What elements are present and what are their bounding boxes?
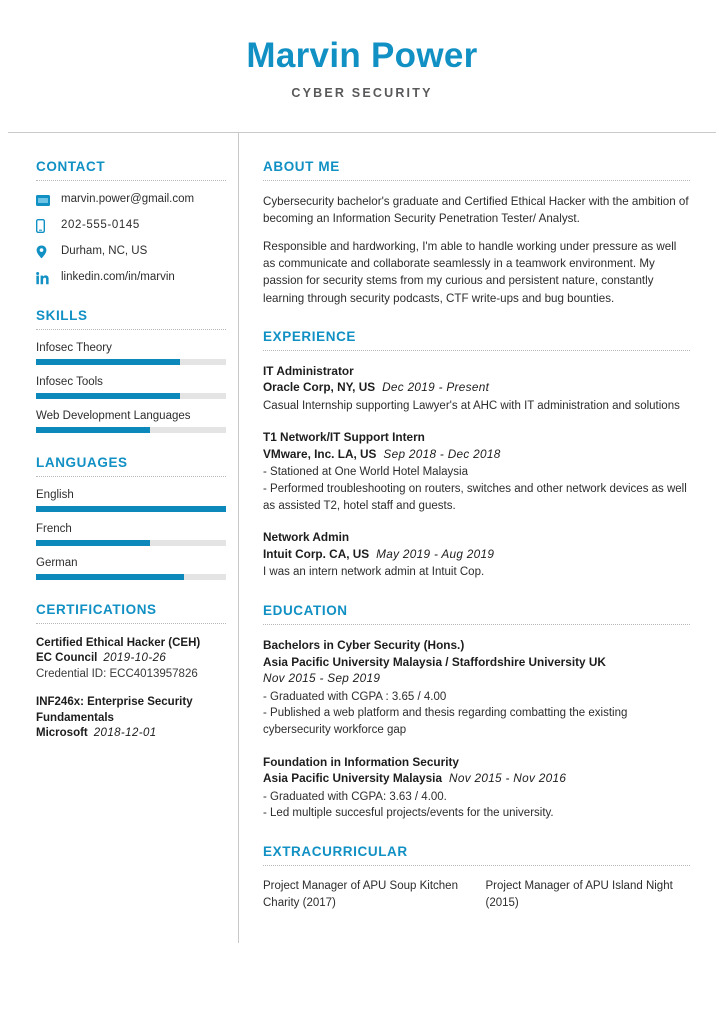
education-dates: Nov 2015 - Sep 2019 bbox=[263, 671, 381, 686]
skill-item bbox=[36, 410, 226, 433]
skill-item bbox=[36, 376, 226, 399]
section-title-languages: LANGUAGES bbox=[36, 454, 128, 470]
skill-bar-fill bbox=[36, 393, 180, 399]
extracurricular-grid bbox=[263, 878, 690, 911]
section-title-about-me: ABOUT ME bbox=[263, 158, 340, 174]
education-institution: Asia Pacific University Malaysia bbox=[263, 771, 443, 786]
certification-issuer: Microsoft bbox=[36, 727, 88, 740]
contact-phone-text: 202-555-0145 bbox=[61, 219, 140, 232]
contact-item-linkedin[interactable] bbox=[36, 271, 226, 286]
education-institution-line bbox=[263, 654, 690, 671]
education-dates-line bbox=[263, 670, 690, 687]
certification-name: INF246x: Enterprise Security Fundamentals bbox=[36, 696, 193, 724]
certification-name: Certified Ethical Hacker (CEH) bbox=[36, 636, 201, 649]
about-paragraph: Responsible and hardworking, I'm able to handle working under pressure as well as communicate and collaborate seamlessly in a teamwork environment. My passion for security stems from my curious and persistent nature, constantly learning through security podcasts, CTF write-ups and bug bounties. bbox=[263, 240, 677, 305]
certification-item bbox=[36, 636, 226, 683]
section-languages bbox=[36, 455, 226, 580]
certification-issuer-line bbox=[36, 726, 226, 742]
language-bar-fill bbox=[36, 574, 184, 580]
language-item bbox=[36, 557, 226, 580]
education-entry bbox=[263, 754, 690, 822]
language-bar-track bbox=[36, 574, 226, 580]
skill-bar-track bbox=[36, 393, 226, 399]
experience-description: I was an intern network admin at Intuit Cop. bbox=[263, 566, 485, 579]
education-description: - Graduated with CGPA : 3.65 / 4.00 - Published a web platform and thesis regarding combatting the existing cybersecurity workforce gap bbox=[263, 690, 628, 737]
envelope-icon bbox=[36, 193, 53, 208]
experience-description: Casual Internship supporting Lawyer's at AHC with IT administration and solutions bbox=[263, 399, 680, 412]
contact-email-text: marvin.power@gmail.com bbox=[61, 193, 195, 206]
contact-linkedin-text: linkedin.com/in/marvin bbox=[61, 271, 175, 284]
skill-label: Web Development Languages bbox=[36, 409, 191, 422]
experience-description: - Stationed at One World Hotel Malaysia - Performed troubleshooting on routers, switches and other network devices as well as assisted T2, hotel staff and guests. bbox=[263, 466, 687, 512]
experience-role: Network Admin bbox=[263, 530, 350, 545]
skill-label: Infosec Theory bbox=[36, 341, 112, 354]
experience-org-line bbox=[263, 446, 690, 463]
experience-entry bbox=[263, 363, 690, 415]
skill-item bbox=[36, 342, 226, 365]
contact-item-phone[interactable] bbox=[36, 219, 226, 234]
skill-bar-track bbox=[36, 427, 226, 433]
sidebar-column bbox=[8, 133, 238, 943]
language-bar-fill bbox=[36, 506, 226, 512]
section-rule bbox=[36, 476, 226, 477]
skill-bar-track bbox=[36, 359, 226, 365]
section-rule bbox=[263, 180, 690, 181]
section-certifications bbox=[36, 602, 226, 742]
language-label: German bbox=[36, 556, 78, 569]
section-rule bbox=[36, 623, 226, 624]
section-title-contact: CONTACT bbox=[36, 158, 106, 174]
experience-dates: May 2019 - Aug 2019 bbox=[376, 546, 495, 561]
education-entry bbox=[263, 637, 690, 739]
section-title-certifications: CERTIFICATIONS bbox=[36, 601, 157, 617]
experience-org-line bbox=[263, 379, 690, 396]
resume-header bbox=[0, 0, 724, 118]
skill-bar-fill bbox=[36, 427, 150, 433]
experience-role: IT Administrator bbox=[263, 363, 354, 378]
contact-location-text: Durham, NC, US bbox=[61, 245, 148, 258]
experience-dates: Dec 2019 - Present bbox=[382, 380, 490, 395]
certification-issuer: EC Council bbox=[36, 652, 98, 665]
section-about-me bbox=[263, 159, 690, 307]
section-education bbox=[263, 603, 690, 822]
skill-label: Infosec Tools bbox=[36, 375, 103, 388]
education-description: - Graduated with CGPA: 3.63 / 4.00. - Led multiple succesful projects/events for the university. bbox=[263, 790, 554, 820]
candidate-name: Marvin Power bbox=[246, 36, 478, 75]
experience-organization: VMware, Inc. LA, US bbox=[263, 446, 377, 461]
resume-body bbox=[0, 133, 724, 943]
section-title-education: EDUCATION bbox=[263, 603, 348, 619]
experience-role: T1 Network/IT Support Intern bbox=[263, 430, 425, 445]
language-bar-fill bbox=[36, 540, 150, 546]
location-pin-icon bbox=[36, 245, 53, 260]
certification-date: 2019-10-26 bbox=[103, 652, 167, 665]
education-dates: Nov 2015 - Nov 2016 bbox=[449, 771, 567, 786]
certification-issuer-line bbox=[36, 651, 226, 667]
section-rule bbox=[36, 180, 226, 181]
education-degree: Foundation in Information Security bbox=[263, 754, 459, 769]
experience-organization: Intuit Corp. CA, US bbox=[263, 546, 370, 561]
extracurricular-item: Project Manager of APU Island Night (2015) bbox=[485, 880, 673, 909]
section-rule bbox=[263, 865, 690, 866]
education-degree: Bachelors in Cyber Security (Hons.) bbox=[263, 638, 465, 653]
section-rule bbox=[36, 329, 226, 330]
section-title-skills: SKILLS bbox=[36, 307, 88, 323]
language-item bbox=[36, 489, 226, 512]
experience-dates: Sep 2018 - Dec 2018 bbox=[383, 446, 501, 461]
extracurricular-item: Project Manager of APU Soup Kitchen Charity (2017) bbox=[263, 880, 458, 909]
section-extracurricular bbox=[263, 844, 690, 911]
section-title-experience: EXPERIENCE bbox=[263, 328, 357, 344]
main-column bbox=[239, 133, 716, 943]
education-institution-line bbox=[263, 770, 690, 787]
language-bar-track bbox=[36, 540, 226, 546]
skill-bar-fill bbox=[36, 359, 180, 365]
candidate-job-title: CYBER SECURITY bbox=[291, 85, 433, 100]
contact-item-location[interactable] bbox=[36, 245, 226, 260]
section-skills bbox=[36, 308, 226, 433]
certification-item bbox=[36, 695, 226, 742]
language-label: English bbox=[36, 488, 74, 501]
language-bar-track bbox=[36, 506, 226, 512]
experience-organization: Oracle Corp, NY, US bbox=[263, 380, 376, 395]
experience-entry bbox=[263, 429, 690, 514]
linkedin-icon bbox=[36, 271, 53, 286]
education-institution: Asia Pacific University Malaysia / Staffordshire University UK bbox=[263, 654, 606, 669]
certification-credential-id: Credential ID: ECC4013957826 bbox=[36, 667, 198, 680]
experience-entry bbox=[263, 529, 690, 581]
section-experience bbox=[263, 329, 690, 581]
certification-date: 2018-12-01 bbox=[93, 727, 157, 740]
language-item bbox=[36, 523, 226, 546]
phone-icon bbox=[36, 219, 53, 234]
section-rule bbox=[263, 624, 690, 625]
section-rule bbox=[263, 350, 690, 351]
contact-item-email[interactable] bbox=[36, 193, 226, 208]
experience-org-line bbox=[263, 546, 690, 563]
section-contact bbox=[36, 159, 226, 286]
section-title-extracurricular: EXTRACURRICULAR bbox=[263, 844, 408, 860]
language-label: French bbox=[36, 522, 72, 535]
about-paragraph: Cybersecurity bachelor's graduate and Certified Ethical Hacker with the ambition of becoming an Information Security Penetration Tester/ Analyst. bbox=[263, 194, 689, 225]
